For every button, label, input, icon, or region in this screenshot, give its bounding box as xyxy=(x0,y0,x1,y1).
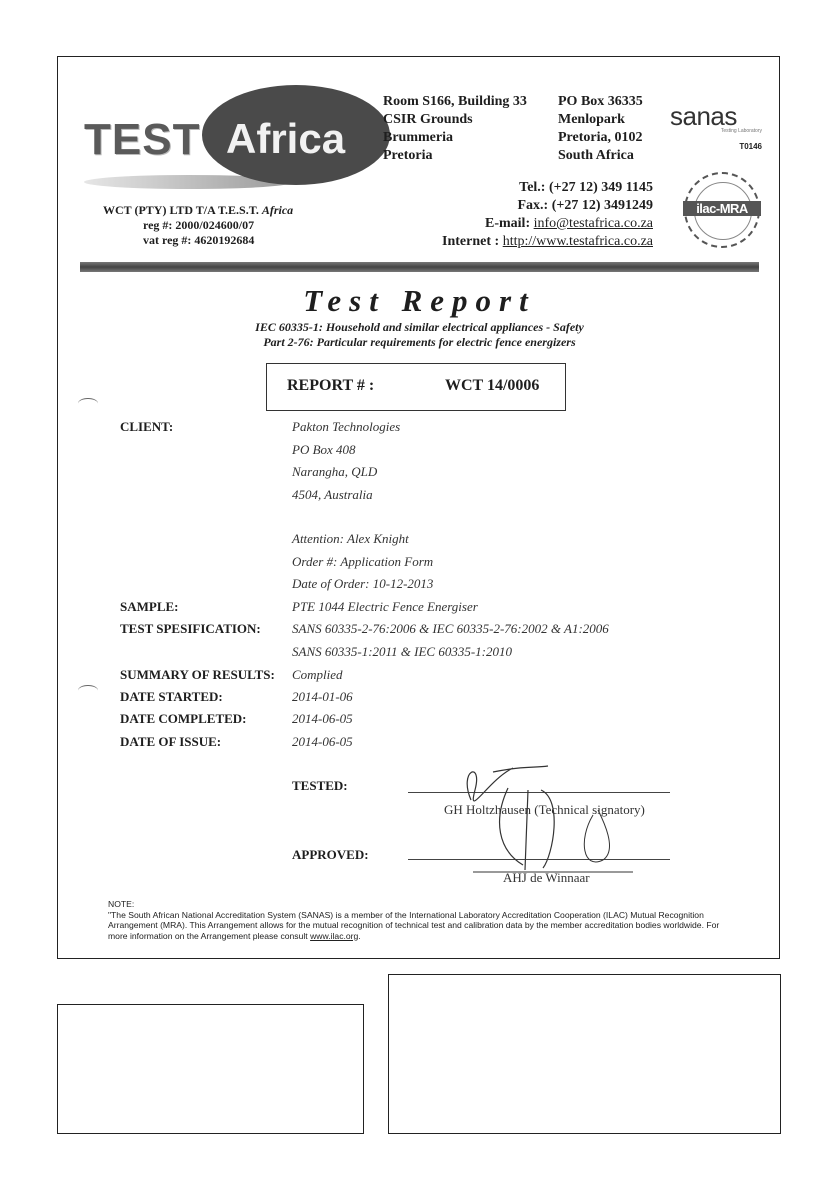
company-info xyxy=(103,203,293,248)
spec-label: TEST SPESIFICATION: xyxy=(120,621,261,636)
client-label: CLIENT: xyxy=(120,419,174,434)
ilac-mra-logo: ilac-MRA xyxy=(684,172,760,248)
sanas-logo: sanas Testing Laboratory T0146 xyxy=(670,101,762,151)
attention: Attention: Alex Knight xyxy=(292,531,409,546)
client-address-3: 4504, Australia xyxy=(292,487,373,502)
note-body: "The South African National Accreditation System (SANAS) is a member of the International Laboratory Accreditation Cooperation (ILAC) Mutual Recognition Arrangement (MRA). This Arrangement allows for the mutual recognition of technical test and calibration data by the member accreditation bodies worldwide. For more information on the Arrangement please consult www.ilac.org. xyxy=(108,909,720,941)
spec-2: SANS 60335-1:2011 & IEC 60335-1:2010 xyxy=(292,644,513,659)
date-completed: 2014-06-05 xyxy=(292,711,353,726)
client-name: Pakton Technologies xyxy=(292,419,401,434)
page-title: Test Report xyxy=(303,283,536,318)
email-link[interactable]: info@testafrica.co.za xyxy=(533,216,653,231)
contact-info xyxy=(442,179,653,251)
test-africa-logo xyxy=(84,77,384,207)
punch-mark xyxy=(78,398,98,409)
ilac-link[interactable]: www.ilac.org xyxy=(310,930,359,941)
approved-label: APPROVED: xyxy=(292,847,369,862)
postal-address: PO Box 36335 Menlopark Pretoria, 0102 South Africa xyxy=(558,94,643,163)
logo-test-text: TEST xyxy=(84,115,201,164)
client-address-1: PO Box 408 xyxy=(292,442,356,457)
date-started: 2014-01-06 xyxy=(292,689,353,704)
report-subtitle: IEC 60335-1: Household and similar electrical appliances - Safety Part 2-76: Particular requirements for electric fence energizers xyxy=(255,320,584,349)
summary: Complied xyxy=(292,667,343,682)
accreditation-note xyxy=(108,899,738,941)
tested-label: TESTED: xyxy=(292,778,348,793)
company-reg: reg #: 2000/024600/07 xyxy=(143,218,255,232)
website-link[interactable]: http://www.testafrica.co.za xyxy=(502,234,653,249)
date-issue: 2014-06-05 xyxy=(292,734,353,749)
client-address-2: Narangha, QLD xyxy=(292,464,378,479)
empty-box-right xyxy=(388,974,781,1134)
fax: Fax.: (+27 12) 3491249 xyxy=(517,198,653,213)
date-completed-label: DATE COMPLETED: xyxy=(120,711,247,726)
sample: PTE 1044 Electric Fence Energiser xyxy=(292,599,478,614)
approved-name: AHJ de Winnaar xyxy=(503,870,590,885)
summary-label: SUMMARY OF RESULTS: xyxy=(120,667,275,682)
empty-box-left xyxy=(57,1004,364,1134)
tel: Tel.: (+27 12) 349 1145 xyxy=(519,180,653,195)
report-number-box: REPORT # : WCT 14/0006 xyxy=(266,363,566,411)
order-number: Order #: Application Form xyxy=(292,554,434,569)
date-started-label: DATE STARTED: xyxy=(120,689,223,704)
email-line: E-mail: info@testafrica.co.za xyxy=(485,216,653,231)
test-report-page xyxy=(57,56,780,959)
company-name: WCT (PTY) LTD T/A T.E.S.T. Africa xyxy=(103,203,294,217)
street-address: Room S166, Building 33 CSIR Grounds Brummeria Pretoria xyxy=(383,94,527,163)
sample-label: SAMPLE: xyxy=(120,599,179,614)
header-divider xyxy=(80,262,759,272)
spec-1: SANS 60335-2-76:2006 & IEC 60335-2-76:2002 & A1:2006 xyxy=(292,621,609,636)
date-issue-label: DATE OF ISSUE: xyxy=(120,734,222,749)
logo-africa-text: Africa xyxy=(226,115,346,162)
internet-line: Internet : http://www.testafrica.co.za xyxy=(442,234,653,249)
handwritten-signature xyxy=(453,760,643,880)
punch-mark xyxy=(78,685,98,696)
report-number: WCT 14/0006 xyxy=(445,377,540,394)
sanas-code: T0146 xyxy=(739,142,762,151)
order-date: Date of Order: 10-12-2013 xyxy=(292,576,434,591)
company-vat: vat reg #: 4620192684 xyxy=(143,233,255,247)
tested-name: GH Holtzhausen (Technical signatory) xyxy=(444,802,645,817)
note-heading: NOTE: xyxy=(108,899,135,909)
